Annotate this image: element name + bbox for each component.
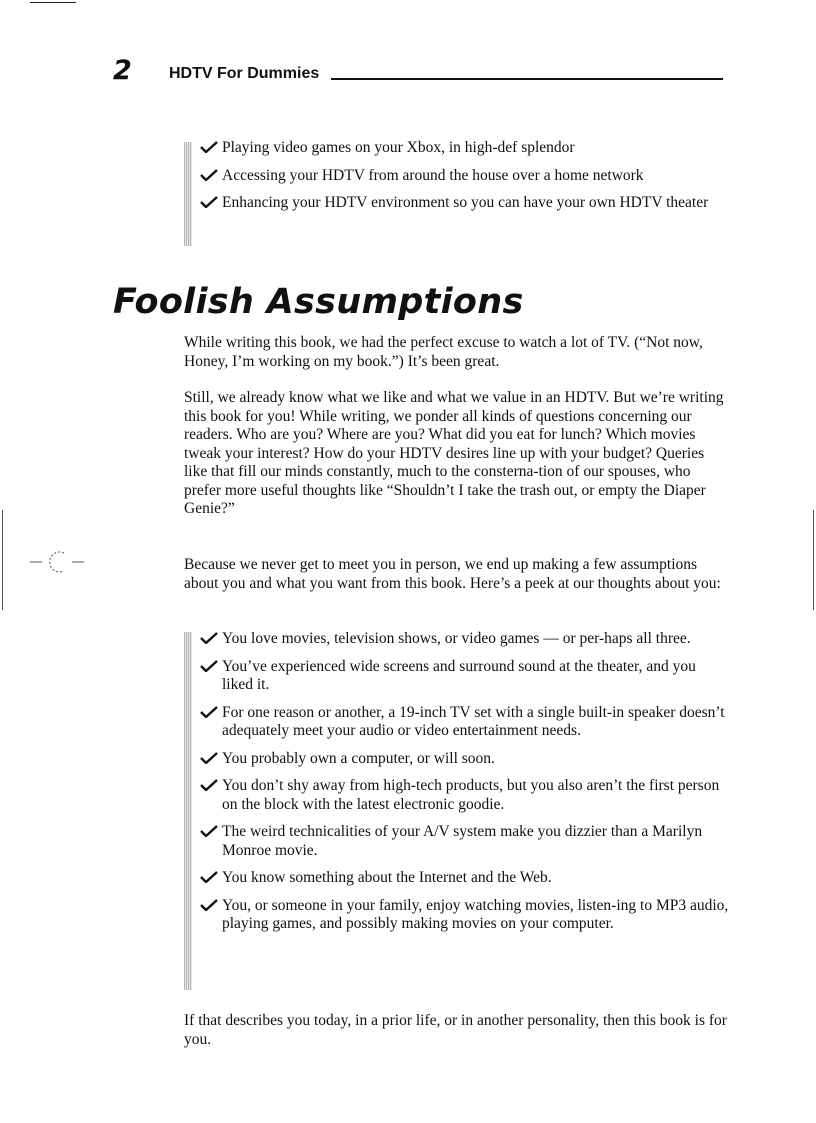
check-bullet-icon	[200, 141, 218, 153]
list-item	[200, 869, 730, 888]
list-item	[200, 823, 730, 860]
list-item	[200, 630, 730, 649]
list-item	[200, 139, 702, 158]
paragraph: If that describes you today, in a prior life, or in another personality, then this book is for you.	[184, 1012, 727, 1048]
list-item-text: Accessing your HDTV from around the house over a home network	[222, 166, 644, 184]
list-item-text: For one reason or another, a 19-inch TV set with a single built-in speaker doesn’t adequately meet your audio or video entertainment needs.	[222, 703, 725, 739]
list-sidebar-bar	[184, 632, 192, 990]
crop-mark-top	[30, 2, 76, 3]
registration-mark-icon	[30, 550, 84, 574]
list-item-text: You’ve experienced wide screens and surround sound at the theater, and you liked it.	[222, 657, 696, 693]
crop-mark-right	[813, 510, 814, 610]
list-item-text: The weird technicalities of your A/V system make you dizzier than a Marilyn Monroe movie.	[222, 823, 703, 859]
paragraph: While writing this book, we had the perfect excuse to watch a lot of TV. (“Not now, Honey, I’m working on my book.”) It’s been great.	[184, 334, 703, 370]
check-bullet-icon	[200, 632, 218, 644]
check-bullet-icon	[200, 899, 218, 911]
check-bullet-icon	[200, 779, 218, 791]
list-item-text: You probably own a computer, or will soon.	[222, 749, 495, 767]
header-rule	[331, 78, 723, 80]
check-bullet-icon	[200, 752, 218, 764]
top-bullet-list	[200, 139, 730, 213]
list-item	[200, 704, 730, 741]
list-item	[200, 777, 730, 814]
list-item	[200, 167, 702, 186]
check-bullet-icon	[200, 196, 218, 208]
running-header	[113, 55, 723, 88]
paragraph: Because we never get to meet you in person, we end up making a few assumptions about you and what you want from this book. Here’s a peek at our thoughts about you:	[184, 556, 721, 592]
check-bullet-icon	[200, 706, 218, 718]
list-item	[200, 658, 730, 695]
check-bullet-icon	[200, 660, 218, 672]
section-heading: Foolish Assumptions	[113, 282, 524, 322]
check-bullet-icon	[200, 871, 218, 883]
list-item	[200, 897, 730, 934]
list-item-text: You know something about the Internet and the Web.	[222, 869, 552, 886]
crop-mark-left	[2, 510, 3, 610]
assumptions-bullet-list	[200, 630, 730, 934]
list-item	[200, 750, 730, 769]
list-item	[200, 194, 752, 213]
list-sidebar-bar	[184, 142, 192, 246]
check-bullet-icon	[200, 169, 218, 181]
check-bullet-icon	[200, 825, 218, 837]
list-item-text: Enhancing your HDTV environment so you can have your own HDTV theater	[222, 194, 709, 211]
paragraph: Still, we already know what we like and what we value in an HDTV. But we’re writing this book for you! While writing, we ponder all kinds of questions concerning our readers. Who are you? Where are you? What did you eat for lunch? Which movies tweak your interest? How do your HDTV desires line up with your budget? Queries like that fill our minds constantly, much to the consterna-tion of our spouses, who prefer more useful thoughts like “Shouldn’t I take the trash out, or empty the Diaper Genie?”	[184, 389, 724, 517]
list-item-text: Playing video games on your Xbox, in high-def splendor	[222, 139, 575, 156]
page-number: 2	[113, 55, 132, 86]
list-item-text: You, or someone in your family, enjoy watching movies, listen-ing to MP3 audio, playing games, and possibly making movies on your computer.	[222, 896, 729, 932]
list-item-text: You love movies, television shows, or video games — or per-haps all three.	[222, 630, 691, 647]
book-title: HDTV For Dummies	[169, 65, 320, 82]
list-item-text: You don’t shy away from high-tech products, but you also aren’t the first person on the block with the latest electronic goodie.	[222, 777, 720, 813]
